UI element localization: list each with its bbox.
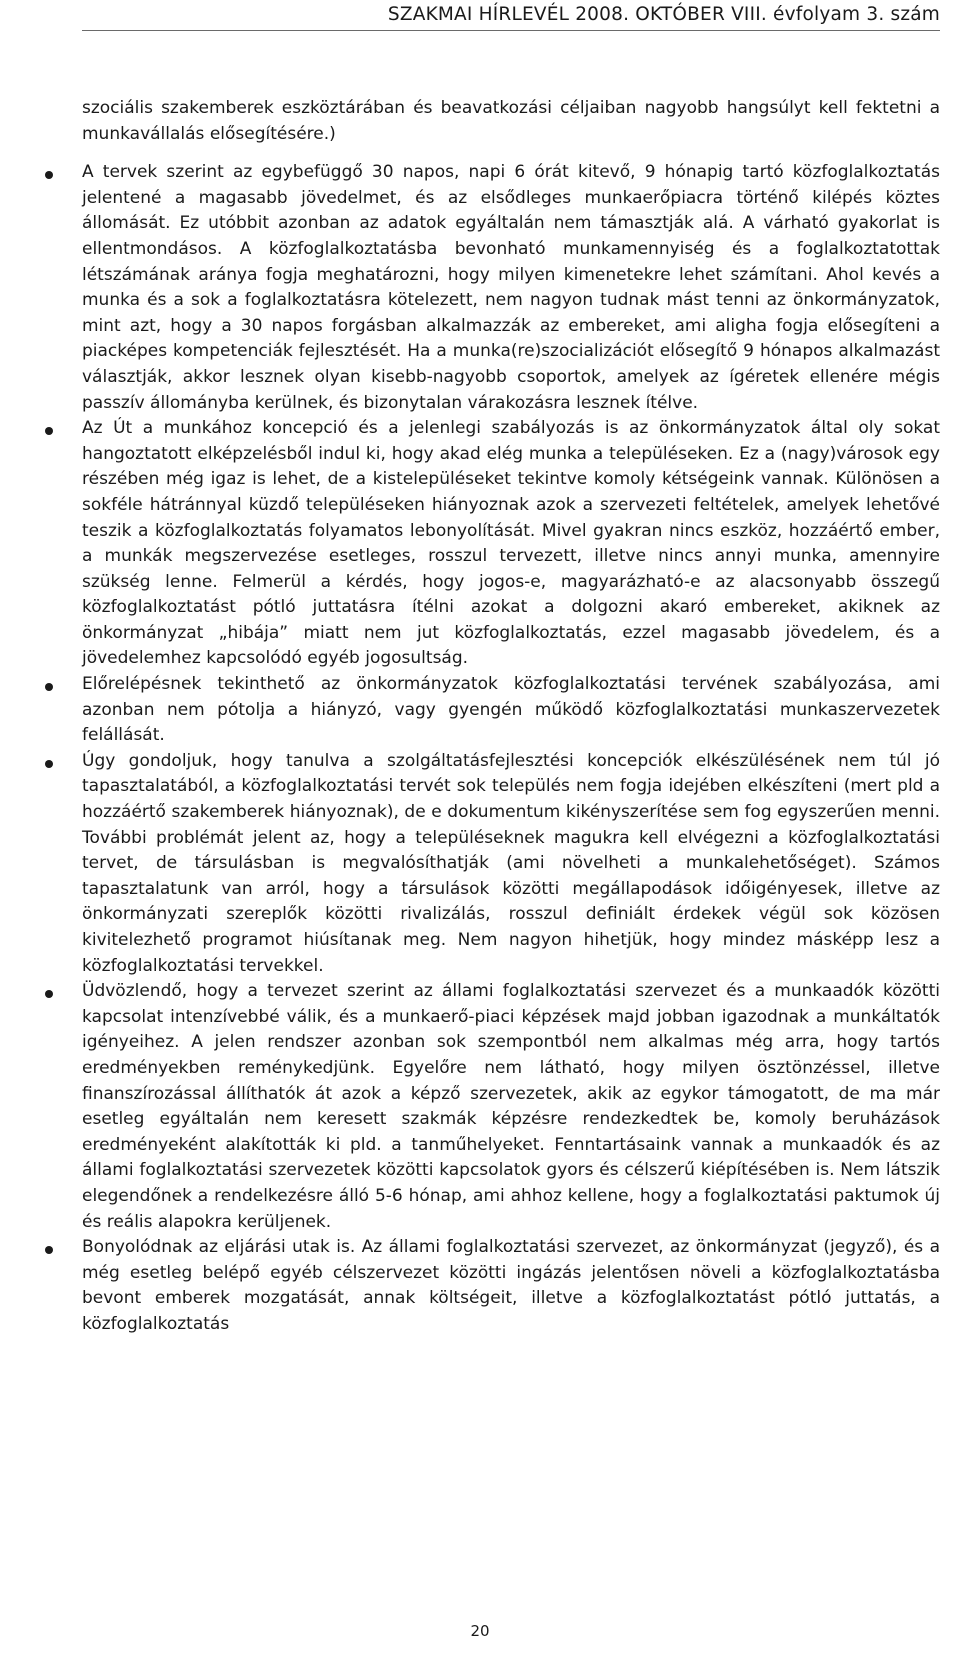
list-item-text: Előrelépésnek tekinthető az önkormányzatok közfoglalkoztatási tervének szabályozása, ami azonban nem pótolja a hiányzó, vagy gyengén működő közfoglalkoztatási munkaszervezetek felállását. [82, 674, 940, 746]
list-item [82, 160, 940, 416]
bullet-icon [45, 1246, 53, 1254]
list-item [82, 749, 940, 979]
bullet-icon [45, 683, 53, 691]
bullet-list [0, 160, 960, 1337]
bullet-icon [45, 171, 53, 179]
list-item [82, 1235, 940, 1337]
header-divider [82, 30, 940, 31]
bullet-icon [45, 760, 53, 768]
list-item-text: Üdvözlendő, hogy a tervezet szerint az állami foglalkoztatási szervezet és a munkaadók közötti kapcsolat intenzívebbé válik, és a munkaerő-piaci képzések majd jobban igazodnak a munkáltatók igényeihez. A jelen rendszer azonban sok szempontból nem alkalmas még arra, hogy tartós eredményekben reménykedjünk. Egyelőre nem látható, hogy milyen ösztönzéssel, illetve finanszírozással állíthatók át azok a képző szervezetek, akik az egykor támogatott, de ma már esetleg egyáltalán nem keresett szakmák képzésre rendezkedtek be, komoly beruházások eredményeként alakították ki pld. a tanműhelyeket. Fenntartásaink vannak a munkaadók és az állami foglalkoztatási szervezetek közötti kapcsolatok gyors és célszerű kiépítésében is. Nem látszik elegendőnek a rendelkezésre álló 5-6 hónap, ami ahhoz kellene, hogy a foglalkoztatási paktumok új és reális alapokra kerüljenek. [82, 981, 940, 1232]
list-item-text: Úgy gondoljuk, hogy tanulva a szolgáltatásfejlesztési koncepciók elkészülésének nem túl jó tapasztalatából, a közfoglalkoztatási tervét sok település nem fogja idejében elkészíteni (mert pld a hozzáértő szakemberek hiányoznak), de e dokumentum kikényszerítése sem fog egyszerűen menni. További problémát jelent az, hogy a településeknek magukra kell elvégezni a közfoglalkoztatási tervet, de társulásban is megvalósíthatják (ami növelheti a munkalehetőséget). Számos tapasztalatunk van arról, hogy a társulások közötti megállapodások időigényesek, illetve az önkormányzati szereplők közötti rivalizálás, rosszul definiált érdekek végül sok közösen kivitelezhető programot hiúsítanak meg. Nem nagyon hihetjük, hogy mindez másképp lesz a közfoglalkoztatási tervekkel. [82, 750, 940, 976]
bullet-icon [45, 990, 53, 998]
list-item-text: Az Út a munkához koncepció és a jelenlegi szabályozás is az önkormányzatok által oly sokat hangoztatott elképzelésből indul ki, hogy akad elég munka a településeken. Ez a (nagy)városok egy részében még igaz is lehet, de a kistelepüléseket tekintve komoly kétségeink vannak. Különösen a sokféle hátránnyal küzdő településeken hiányoznak azok a szervezeti feltételek, amelyek lehetővé teszik a közfoglalkoztatás folyamatos lebonyolítását. Mivel gyakran nincs eszköz, hozzáértő ember, a munkák megszervezése esetleges, rosszul tervezett, illetve nincs annyi munka, amennyire szükség lenne. Felmerül a kérdés, hogy jogos-e, magyarázható-e az alacsonyabb összegű közfoglalkoztatást pótló juttatásra ítélni azokat a dolgozni akaró embereket, akiknek az önkormányzat „hibája” miatt nem jut közfoglalkoztatás, ezzel magasabb jövedelem, és a jövedelemhez kapcsolódó egyéb jogosultság. [82, 418, 940, 669]
list-item-text: A tervek szerint az egybefüggő 30 napos, napi 6 órát kitevő, 9 hónapig tartó közfoglalkoztatás jelentené a magasabb jövedelmet, és az elsődleges munkaerőpiacra történő kilépés köztes állomását. Ez utóbbit azonban az adatok egyáltalán nem támasztják alá. A várható gyakorlat is ellentmondásos. A közfoglalkoztatásba bevonható munkamennyiség és a foglalkoztatottak létszámának aránya fogja meghatározni, hogy milyen kimenetekre lehet számítani. Ahol kevés a munka és a sok a foglalkoztatásra kötelezett, nem nagyon tudnak mást tenni az önkormányzatok, mint azt, hogy a 30 napos forgásban alkalmazzák az embereket, ami aligha fogja elősegíteni a piacképes kompetenciák fejlesztését. Ha a munka(re)szocializációt elősegítő 9 hónapos alkalmazást választják, akkor lesznek olyan kisebb-nagyobb csoportok, amelyek az ígéretek ellenére mégis passzív állományba kerülnek, és bizonytalan várakozásra lesznek ítélve. [82, 162, 940, 413]
page-body [0, 96, 960, 1338]
page-number: 20 [470, 1622, 490, 1640]
list-item [82, 672, 940, 749]
list-item [82, 416, 940, 672]
bullet-icon [45, 427, 53, 435]
list-item [82, 979, 940, 1235]
running-header: SZAKMAI HÍRLEVÉL 2008. OKTÓBER VIII. évfolyam 3. szám [387, 4, 940, 25]
list-item-text: Bonyolódnak az eljárási utak is. Az állami foglalkoztatási szervezet, az önkormányzat (jegyző), és a még esetleg belépő egyéb célszervezet közötti ingázás jelentősen növeli a közfoglalkoztatásba bevont emberek mozgatását, annak költségeit, illetve a közfoglalkoztatást pótló juttatás, a közfoglalkoztatás [82, 1237, 940, 1334]
intro-paragraph: szociális szakemberek eszköztárában és beavatkozási céljaiban nagyobb hangsúlyt kell fektetni a munkavállalás elősegítésére.) [82, 98, 940, 144]
